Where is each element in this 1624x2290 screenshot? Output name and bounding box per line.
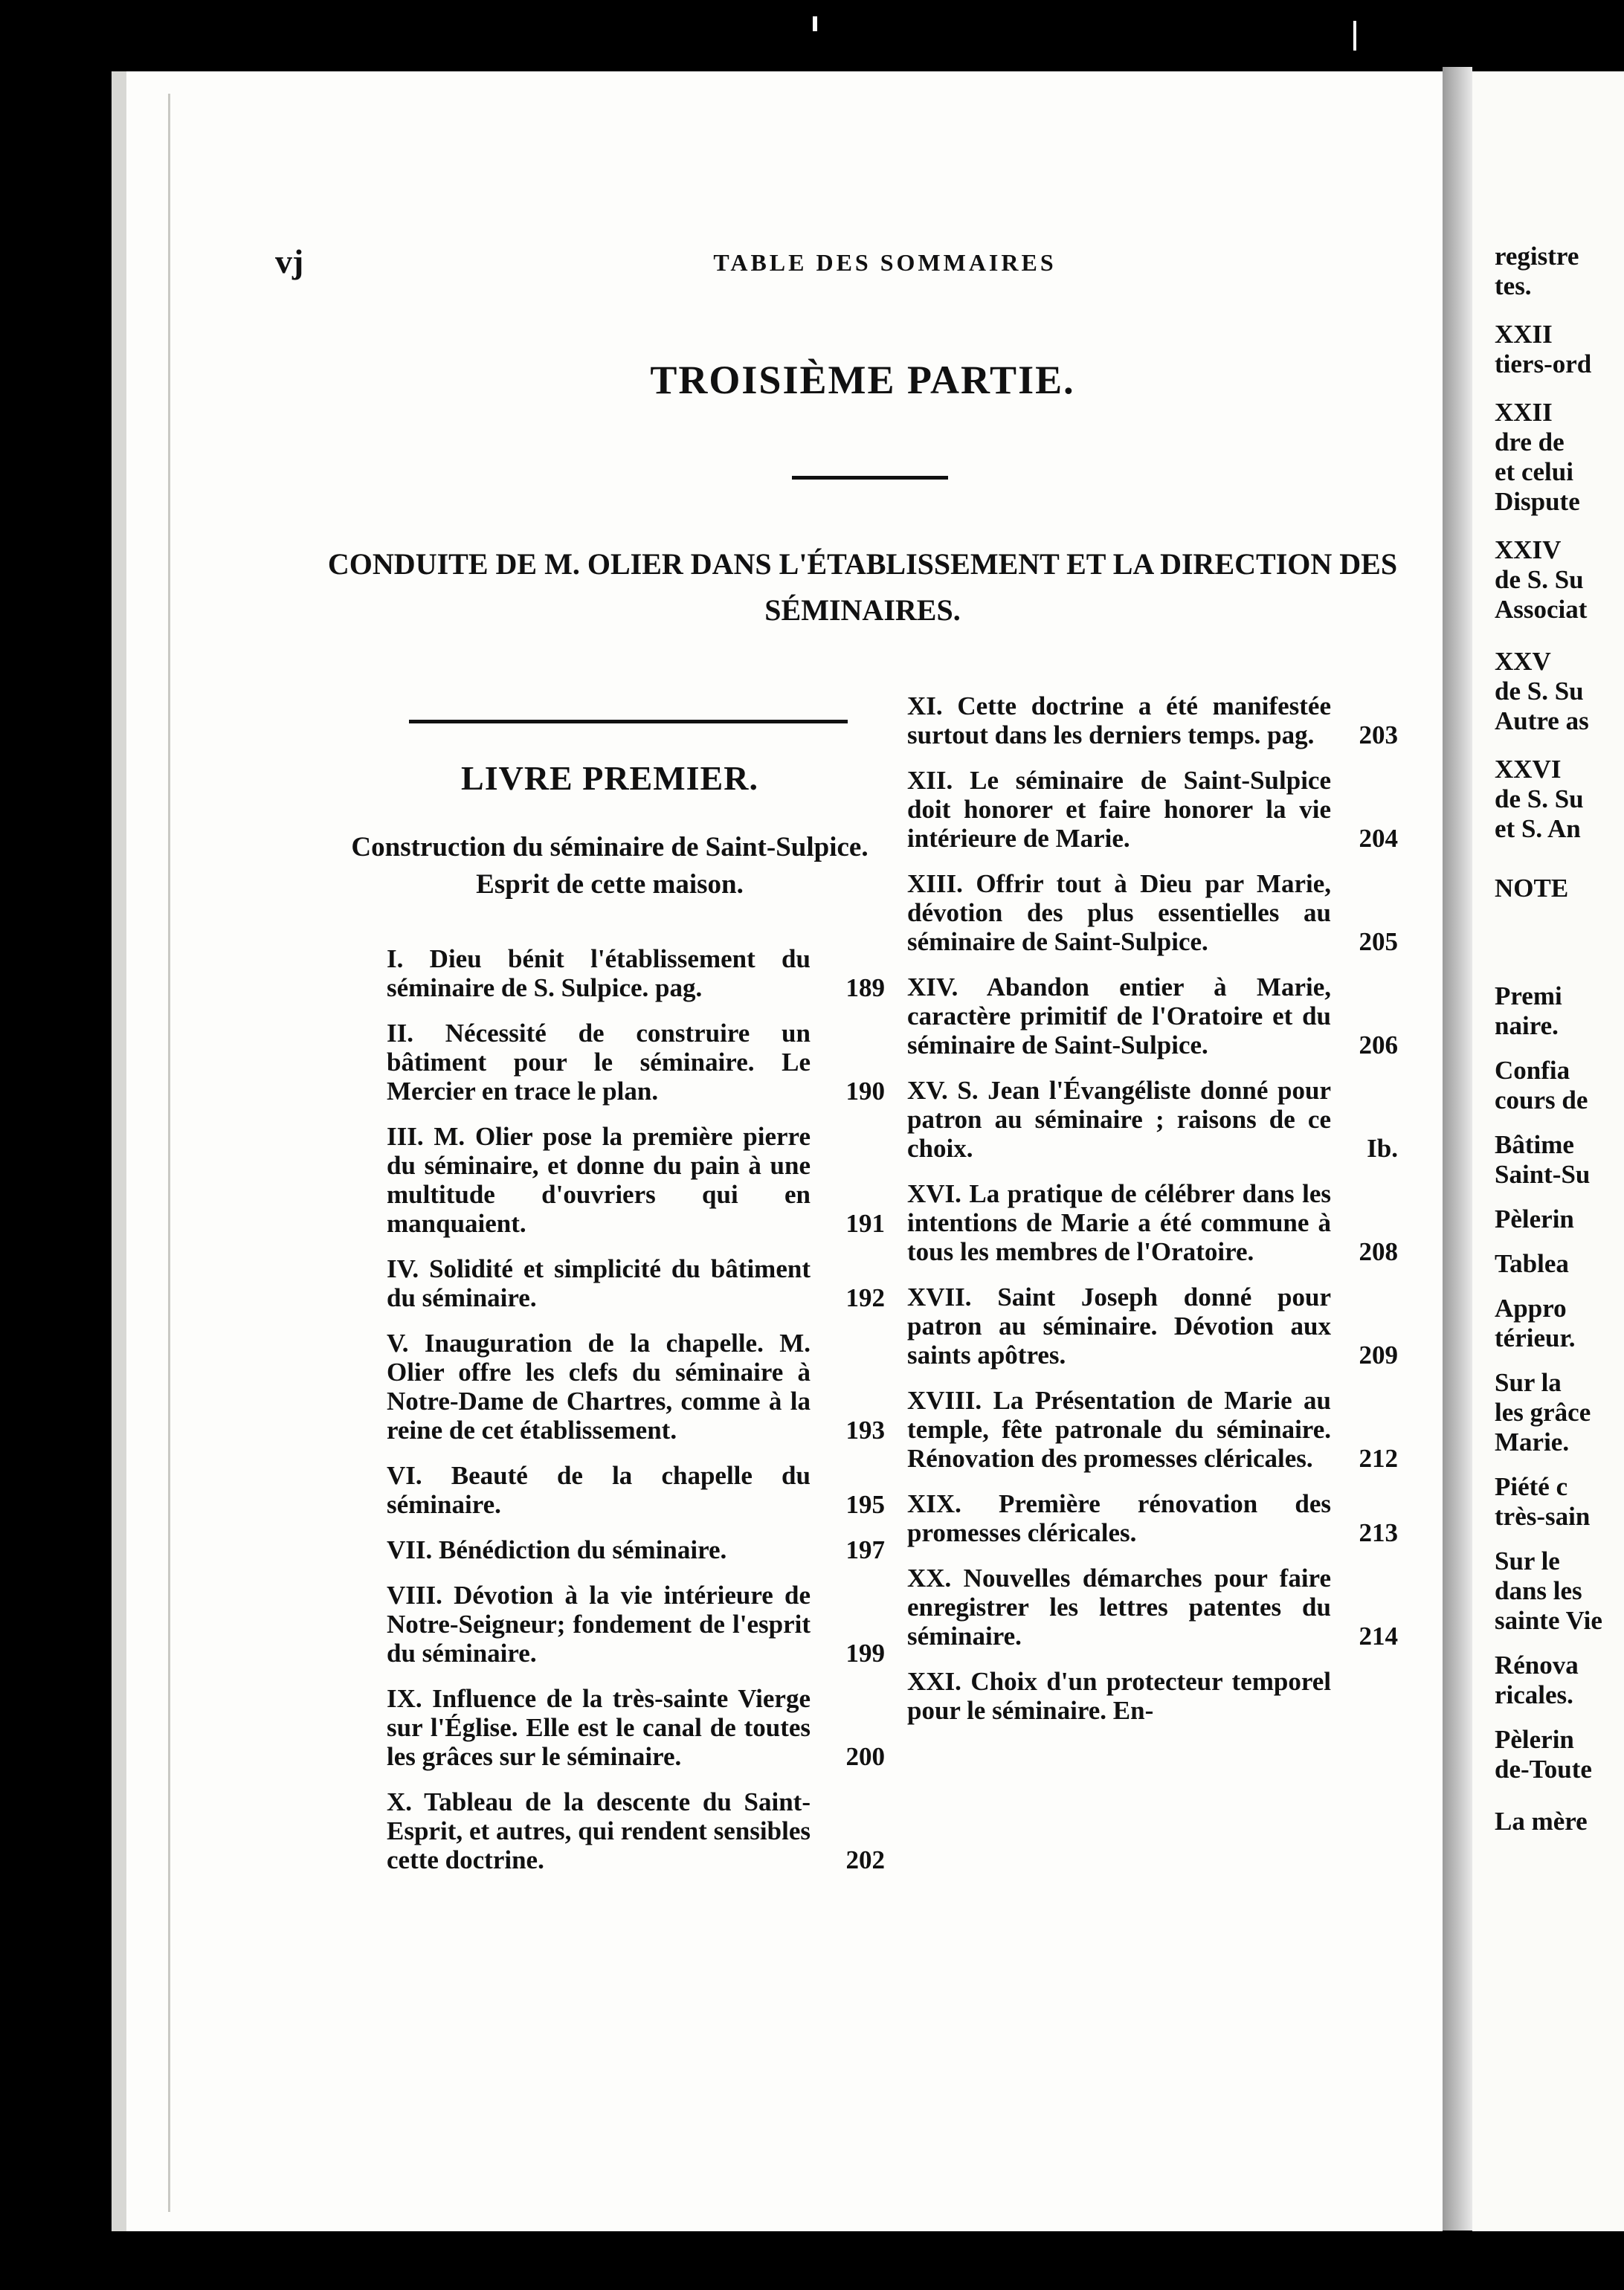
toc-entry-page: 204 <box>1359 824 1398 853</box>
facing-page-line: Sur la <box>1495 1368 1562 1397</box>
facing-page-line: XXII <box>1495 398 1553 427</box>
toc-entry-text: VII. Bénédiction du séminaire. <box>387 1535 727 1564</box>
toc-column-left <box>387 944 885 1891</box>
facing-page-line: de-Toute <box>1495 1755 1592 1784</box>
toc-entry-page: 197 <box>845 1535 885 1564</box>
toc-entry <box>907 1179 1398 1266</box>
facing-page-line: ricales. <box>1495 1680 1573 1709</box>
facing-page-line: de S. Su <box>1495 784 1584 813</box>
toc-entry-page: 195 <box>845 1490 885 1519</box>
facing-page-line: Pèlerin <box>1495 1204 1574 1233</box>
facing-page-line: sainte Vie <box>1495 1606 1602 1635</box>
toc-entry-page: 203 <box>1359 720 1398 749</box>
facing-page-line: XXII <box>1495 320 1553 349</box>
facing-page-line: de S. Su <box>1495 565 1584 594</box>
toc-entry-text: XIV. Abandon entier à Marie, caractère primitif de l'Oratoire et du séminaire de Saint-Sulpice. <box>907 973 1331 1059</box>
toc-entry-text: IV. Solidité et simplicité du bâtiment du séminaire. <box>387 1254 811 1312</box>
toc-entry <box>387 1019 885 1106</box>
part-title: TROISIÈME PARTIE. <box>650 358 1075 402</box>
toc-entry-page: 208 <box>1359 1237 1398 1266</box>
toc-entry-page: 190 <box>845 1077 885 1106</box>
facing-page-line: Appro <box>1495 1294 1567 1323</box>
toc-entry-page: 202 <box>845 1845 885 1874</box>
toc-entry <box>387 1535 885 1564</box>
toc-entry <box>387 1461 885 1519</box>
toc-entry <box>907 973 1398 1059</box>
facing-page <box>1472 71 1624 2231</box>
facing-page-line: XXVI <box>1495 755 1562 784</box>
toc-entry <box>387 1684 885 1771</box>
toc-entry <box>907 1283 1398 1370</box>
scan-mark <box>813 16 817 31</box>
toc-entry <box>387 1122 885 1238</box>
facing-page-line: NOTE <box>1495 874 1569 903</box>
facing-page-line: Piété c <box>1495 1472 1568 1501</box>
facing-page-line: dre de <box>1495 428 1565 457</box>
toc-entry-page: 192 <box>845 1283 885 1312</box>
toc-entry <box>387 944 885 1002</box>
toc-entry-page: 209 <box>1359 1341 1398 1370</box>
toc-entry-text: XVIII. La Présentation de Marie au temple, fête patronale du séminaire. Rénovation des promesses cléricales. <box>907 1386 1331 1473</box>
toc-entry <box>907 1489 1398 1547</box>
gutter-shadow <box>1443 67 1472 2231</box>
toc-entry-page: 199 <box>845 1639 885 1668</box>
toc-entry-text: V. Inauguration de la chapelle. M. Olier offre les clefs du séminaire à Notre-Dame de Chartres, comme à la reine de cet établissement. <box>387 1329 811 1445</box>
facing-page-line: XXIV <box>1495 535 1562 564</box>
toc-entry-page: 200 <box>845 1742 885 1771</box>
toc-entry-text: XXI. Choix d'un protecteur temporel pour le séminaire. En- <box>907 1667 1331 1725</box>
facing-page-line: Premi <box>1495 981 1562 1010</box>
running-title: TABLE DES SOMMAIRES <box>713 249 1057 276</box>
toc-entry-text: X. Tableau de la descente du Saint-Esprit, et autres, qui rendent sensibles cette doctrine. <box>387 1787 811 1874</box>
facing-page-line: dans les <box>1495 1576 1582 1605</box>
toc-entry-text: II. Nécessité de construire un bâtiment pour le séminaire. Le Mercier en trace le plan. <box>387 1019 811 1106</box>
toc-entry-text: XII. Le séminaire de Saint-Sulpice doit honorer et faire honorer la vie intérieure de Marie. <box>907 766 1331 853</box>
facing-page-line: Marie. <box>1495 1428 1570 1457</box>
toc-entry-text: XIX. Première rénovation des promesses cléricales. <box>907 1489 1331 1547</box>
toc-entry-text: XI. Cette doctrine a été manifestée surtout dans les derniers temps. pag. <box>907 691 1331 749</box>
livre-rule <box>409 720 848 723</box>
toc-entry-page: 191 <box>845 1209 885 1238</box>
facing-page-line: les grâce <box>1495 1398 1591 1427</box>
toc-column-right <box>907 691 1398 1741</box>
toc-entry <box>907 691 1398 749</box>
toc-entry <box>907 1667 1398 1725</box>
scan-mark <box>1353 21 1356 51</box>
toc-entry-page: 213 <box>1359 1518 1398 1547</box>
toc-entry-text: I. Dieu bénit l'établissement du séminaire de S. Sulpice. pag. <box>387 944 811 1002</box>
facing-page-line: de S. Su <box>1495 677 1584 706</box>
toc-entry <box>387 1329 885 1445</box>
facing-page-line: tiers-ord <box>1495 349 1592 378</box>
toc-entry-page: 193 <box>845 1416 885 1445</box>
toc-entry-page: Ib. <box>1367 1134 1398 1163</box>
livre-title: LIVRE PREMIER. <box>461 759 758 797</box>
toc-entry-text: III. M. Olier pose la première pierre du séminaire, et donne du pain à une multitude d'ouvriers qui en manquaient. <box>387 1122 811 1238</box>
toc-entry-text: IX. Influence de la très-sainte Vierge sur l'Église. Elle est le canal de toutes les grâces sur le séminaire. <box>387 1684 811 1771</box>
toc-entry <box>907 1564 1398 1651</box>
facing-page-line: Rénova <box>1495 1651 1579 1680</box>
toc-entry <box>387 1787 885 1874</box>
toc-entry-text: VI. Beauté de la chapelle du séminaire. <box>387 1461 811 1519</box>
toc-entry-text: XVI. La pratique de célébrer dans les intentions de Marie a été commune à tous les membres de l'Oratoire. <box>907 1179 1331 1266</box>
toc-entry-page: 205 <box>1359 927 1398 956</box>
facing-page-line: XXV <box>1495 647 1551 676</box>
facing-page-line: La mère <box>1495 1807 1588 1836</box>
page-folio: vj <box>275 242 304 280</box>
toc-entry-page: 206 <box>1359 1030 1398 1059</box>
facing-page-line: naire. <box>1495 1011 1559 1040</box>
facing-page-line: et celui <box>1495 457 1573 486</box>
facing-page-line: Tablea <box>1495 1249 1569 1278</box>
facing-page-line: térieur. <box>1495 1323 1576 1352</box>
facing-page-line: Confia <box>1495 1056 1570 1085</box>
toc-entry <box>387 1254 885 1312</box>
facing-page-line: Saint-Su <box>1495 1160 1591 1189</box>
facing-page-line: Dispute <box>1495 487 1580 516</box>
facing-page-line: Sur le <box>1495 1546 1560 1575</box>
toc-entry-page: 214 <box>1359 1622 1398 1651</box>
facing-page-line: Autre as <box>1495 706 1589 735</box>
toc-entry <box>907 1076 1398 1163</box>
toc-entry <box>907 1386 1398 1473</box>
page-edge-line <box>168 94 170 2212</box>
toc-entry-page: 212 <box>1359 1444 1398 1473</box>
facing-page-line: cours de <box>1495 1086 1588 1115</box>
part-rule <box>792 476 948 480</box>
toc-entry-text: XX. Nouvelles démarches pour faire enregistrer les lettres patentes du séminaire. <box>907 1564 1331 1651</box>
toc-entry <box>907 869 1398 956</box>
section-title: CONDUITE DE M. OLIER DANS L'ÉTABLISSEMENT ET LA DIRECTION DES SÉMINAIRES. <box>327 547 1398 627</box>
toc-entry <box>907 766 1398 853</box>
toc-entry-text: VIII. Dévotion à la vie intérieure de Notre-Seigneur; fondement de l'esprit du séminaire. <box>387 1581 811 1668</box>
facing-page-line: et S. An <box>1495 814 1581 843</box>
toc-entry-page: 189 <box>845 973 885 1002</box>
toc-entry-text: XV. S. Jean l'Évangéliste donné pour patron au séminaire ; raisons de ce choix. <box>907 1076 1331 1163</box>
toc-entry <box>387 1581 885 1668</box>
facing-page-line: Associat <box>1495 595 1588 624</box>
livre-subtitle: Construction du séminaire de Saint-Sulpice. Esprit de cette maison. <box>351 832 869 900</box>
toc-entry-text: XIII. Offrir tout à Dieu par Marie, dévotion des plus essentielles au séminaire de Saint-Sulpice. <box>907 869 1331 956</box>
facing-page-line: registre <box>1495 242 1579 271</box>
facing-page-line: très-sain <box>1495 1502 1591 1531</box>
facing-page-line: Bâtime <box>1495 1130 1574 1159</box>
toc-entry-text: XVII. Saint Joseph donné pour patron au séminaire. Dévotion aux saints apôtres. <box>907 1283 1331 1370</box>
facing-page-line: tes. <box>1495 271 1532 300</box>
facing-page-line: Pèlerin <box>1495 1725 1574 1754</box>
